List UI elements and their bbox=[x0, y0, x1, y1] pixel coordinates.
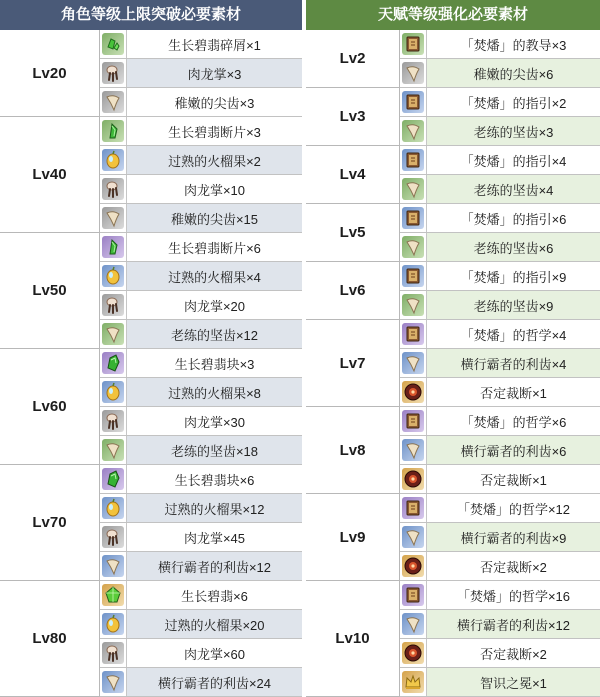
material-name: 生长碧翡断片×3 bbox=[168, 124, 261, 140]
material-name: 「焚燔」的哲学×6 bbox=[460, 414, 567, 430]
material-row bbox=[100, 552, 302, 581]
material-icon-cell bbox=[400, 117, 427, 145]
level-cell: Lv2 bbox=[306, 30, 400, 88]
talent-materials-panel bbox=[306, 0, 600, 697]
material-icon-cell bbox=[100, 117, 127, 145]
material-row bbox=[400, 436, 600, 465]
material-name: 「焚燔」的指引×9 bbox=[460, 269, 567, 285]
material-row bbox=[400, 291, 600, 320]
material-icon-cell bbox=[100, 204, 127, 232]
material-row bbox=[100, 581, 302, 610]
material-name: 横行霸者的利齿×12 bbox=[127, 552, 302, 580]
level-cell: Lv40 bbox=[0, 117, 100, 233]
material-icon-cell bbox=[100, 552, 127, 580]
material-icon-cell bbox=[100, 59, 127, 87]
material-icon-cell bbox=[400, 639, 427, 667]
tooth-icon bbox=[402, 439, 424, 461]
material-icon-cell bbox=[100, 291, 127, 319]
fruit-icon bbox=[102, 265, 124, 287]
tooth-icon bbox=[402, 178, 424, 200]
fruit-icon bbox=[102, 497, 124, 519]
material-name: 老练的坚齿×12 bbox=[127, 320, 302, 348]
material-icon-cell bbox=[100, 262, 127, 290]
material-row bbox=[100, 88, 302, 117]
material-row bbox=[400, 117, 600, 146]
material-icon-cell bbox=[400, 320, 427, 348]
tooth-icon bbox=[102, 555, 124, 577]
material-icon-cell bbox=[400, 88, 427, 116]
meat-claw-icon bbox=[102, 642, 124, 664]
material-row bbox=[400, 146, 600, 175]
material-row bbox=[100, 349, 302, 378]
tooth-icon bbox=[102, 671, 124, 693]
tooth-icon bbox=[402, 613, 424, 635]
material-name: 肉龙掌×60 bbox=[183, 646, 246, 662]
material-row bbox=[100, 59, 302, 88]
material-icon-cell bbox=[100, 320, 127, 348]
material-name: 老练的坚齿×6 bbox=[427, 233, 600, 261]
material-name: 稚嫩的尖齿×3 bbox=[174, 95, 255, 111]
material-name: 「焚燔」的哲学×16 bbox=[456, 588, 571, 604]
level-cell: Lv10 bbox=[306, 581, 400, 697]
material-row bbox=[100, 320, 302, 349]
material-icon-cell bbox=[100, 88, 127, 116]
material-icon-cell bbox=[100, 494, 127, 522]
material-name: 横行霸者的利齿×6 bbox=[427, 436, 600, 464]
meat-claw-icon bbox=[102, 178, 124, 200]
material-name: 稚嫩的尖齿×6 bbox=[427, 59, 600, 87]
level-cell: Lv9 bbox=[306, 494, 400, 581]
material-name: 肉龙掌×3 bbox=[127, 59, 302, 87]
material-row bbox=[100, 146, 302, 175]
tooth-icon bbox=[402, 236, 424, 258]
material-icon-cell bbox=[100, 581, 127, 609]
material-icon-cell bbox=[100, 639, 127, 667]
level-cell: Lv5 bbox=[306, 204, 400, 262]
material-row bbox=[400, 88, 600, 117]
meat-claw-icon bbox=[102, 62, 124, 84]
material-row bbox=[400, 320, 600, 349]
material-icon-cell bbox=[100, 175, 127, 203]
material-name: 过熟的火榴果×4 bbox=[127, 262, 302, 290]
material-row bbox=[400, 59, 600, 88]
material-name: 老练的坚齿×3 bbox=[427, 117, 600, 145]
material-name: 生长碧翡断片×6 bbox=[168, 240, 261, 256]
material-row bbox=[400, 204, 600, 233]
material-icon-cell bbox=[400, 204, 427, 232]
material-icon-cell bbox=[400, 465, 427, 493]
ascension-header: 角色等级上限突破必要素材 bbox=[0, 0, 302, 30]
fruit-icon bbox=[102, 149, 124, 171]
material-row bbox=[100, 494, 302, 523]
material-name: 否定裁断×1 bbox=[480, 385, 547, 401]
meat-claw-icon bbox=[102, 294, 124, 316]
material-row bbox=[400, 552, 600, 581]
material-icon-cell bbox=[100, 378, 127, 406]
jade-chunk-icon bbox=[102, 468, 124, 490]
material-icon-cell bbox=[400, 175, 427, 203]
material-row bbox=[400, 407, 600, 436]
weekly-boss-orb-icon bbox=[402, 468, 424, 490]
material-name: 过熟的火榴果×20 bbox=[127, 610, 302, 638]
material-row bbox=[100, 436, 302, 465]
material-name: 横行霸者的利齿×12 bbox=[427, 610, 600, 638]
book-icon bbox=[402, 149, 424, 171]
material-name: 生长碧翡×6 bbox=[181, 588, 248, 604]
level-cell: Lv70 bbox=[0, 465, 100, 581]
level-cell: Lv80 bbox=[0, 581, 100, 697]
level-cell: Lv4 bbox=[306, 146, 400, 204]
tooth-icon bbox=[402, 62, 424, 84]
material-row bbox=[100, 30, 302, 59]
book-icon bbox=[402, 207, 424, 229]
material-row bbox=[100, 117, 302, 146]
level-cell: Lv3 bbox=[306, 88, 400, 146]
material-name: 肉龙掌×20 bbox=[183, 298, 246, 314]
jade-chunk-icon bbox=[102, 352, 124, 374]
material-name: 肉龙掌×45 bbox=[183, 530, 246, 546]
material-name: 稚嫩的尖齿×15 bbox=[127, 204, 302, 232]
material-row bbox=[400, 349, 600, 378]
book-icon bbox=[402, 323, 424, 345]
material-row bbox=[400, 262, 600, 291]
weekly-boss-orb-icon bbox=[402, 381, 424, 403]
tooth-icon bbox=[402, 526, 424, 548]
material-icon-cell bbox=[400, 233, 427, 261]
level-cell: Lv60 bbox=[0, 349, 100, 465]
book-icon bbox=[402, 33, 424, 55]
material-name: 「焚燔」的指引×2 bbox=[460, 95, 567, 111]
material-icon-cell bbox=[400, 378, 427, 406]
crown-icon bbox=[402, 671, 424, 693]
material-icon-cell bbox=[100, 523, 127, 551]
tooth-icon bbox=[102, 91, 124, 113]
material-icon-cell bbox=[100, 668, 127, 696]
material-name: 老练的坚齿×4 bbox=[427, 175, 600, 203]
book-icon bbox=[402, 265, 424, 287]
material-name: 肉龙掌×10 bbox=[183, 182, 246, 198]
material-row bbox=[100, 610, 302, 639]
tooth-icon bbox=[402, 120, 424, 142]
level-cell: Lv6 bbox=[306, 262, 400, 320]
material-row bbox=[400, 668, 600, 697]
level-cell: Lv7 bbox=[306, 320, 400, 407]
tooth-icon bbox=[102, 207, 124, 229]
material-name: 横行霸者的利齿×4 bbox=[427, 349, 600, 377]
material-row bbox=[400, 610, 600, 639]
book-icon bbox=[402, 91, 424, 113]
book-icon bbox=[402, 497, 424, 519]
material-name: 「焚燔」的哲学×12 bbox=[456, 501, 571, 517]
book-icon bbox=[402, 584, 424, 606]
jade-gemstone-icon bbox=[102, 584, 124, 606]
material-row bbox=[100, 465, 302, 494]
material-icon-cell bbox=[100, 30, 127, 58]
material-row bbox=[100, 233, 302, 262]
material-row bbox=[400, 378, 600, 407]
material-name: 「焚燔」的哲学×4 bbox=[460, 327, 567, 343]
talent-header: 天赋等级强化必要素材 bbox=[306, 0, 600, 30]
level-cell: Lv50 bbox=[0, 233, 100, 349]
material-row bbox=[100, 262, 302, 291]
material-name: 否定裁断×2 bbox=[480, 559, 547, 575]
material-icon-cell bbox=[100, 610, 127, 638]
material-name: 生长碧翡块×6 bbox=[174, 472, 255, 488]
material-row bbox=[400, 465, 600, 494]
material-row bbox=[100, 204, 302, 233]
jade-sliver-icon bbox=[102, 33, 124, 55]
material-icon-cell bbox=[400, 610, 427, 638]
tooth-icon bbox=[402, 352, 424, 374]
material-row bbox=[400, 494, 600, 523]
material-name: 生长碧翡块×3 bbox=[174, 356, 255, 372]
material-name: 「焚燔」的教导×3 bbox=[460, 37, 567, 53]
material-icon-cell bbox=[400, 436, 427, 464]
material-icon-cell bbox=[100, 349, 127, 377]
material-row bbox=[100, 668, 302, 697]
level-cell: Lv20 bbox=[0, 30, 100, 117]
material-icon-cell bbox=[400, 349, 427, 377]
material-icon-cell bbox=[400, 146, 427, 174]
jade-fragment-icon bbox=[102, 236, 124, 258]
material-name: 横行霸者的利齿×24 bbox=[127, 668, 302, 696]
material-row bbox=[100, 407, 302, 436]
level-cell: Lv8 bbox=[306, 407, 400, 494]
material-icon-cell bbox=[400, 59, 427, 87]
material-icon-cell bbox=[400, 494, 427, 522]
material-name: 肉龙掌×30 bbox=[183, 414, 246, 430]
material-name: 智识之冕×1 bbox=[427, 668, 600, 696]
material-name: 否定裁断×1 bbox=[480, 472, 547, 488]
material-icon-cell bbox=[400, 581, 427, 609]
material-row bbox=[400, 233, 600, 262]
material-row bbox=[400, 581, 600, 610]
book-icon bbox=[402, 410, 424, 432]
material-row bbox=[400, 639, 600, 668]
material-icon-cell bbox=[400, 523, 427, 551]
material-name: 否定裁断×2 bbox=[480, 646, 547, 662]
meat-claw-icon bbox=[102, 526, 124, 548]
material-row bbox=[100, 291, 302, 320]
tooth-icon bbox=[102, 323, 124, 345]
material-icon-cell bbox=[400, 291, 427, 319]
material-icon-cell bbox=[100, 146, 127, 174]
material-name: 横行霸者的利齿×9 bbox=[427, 523, 600, 551]
tooth-icon bbox=[402, 294, 424, 316]
material-row bbox=[100, 175, 302, 204]
jade-fragment-icon bbox=[102, 120, 124, 142]
material-icon-cell bbox=[400, 262, 427, 290]
material-name: 老练的坚齿×9 bbox=[427, 291, 600, 319]
material-icon-cell bbox=[100, 233, 127, 261]
material-icon-cell bbox=[100, 436, 127, 464]
material-name: 老练的坚齿×18 bbox=[127, 436, 302, 464]
material-icon-cell bbox=[400, 407, 427, 435]
material-name: 「焚燔」的指引×6 bbox=[460, 211, 567, 227]
material-icon-cell bbox=[400, 552, 427, 580]
material-row bbox=[100, 523, 302, 552]
material-name: 过熟的火榴果×2 bbox=[127, 146, 302, 174]
material-name: 生长碧翡碎屑×1 bbox=[168, 37, 261, 53]
material-name: 「焚燔」的指引×4 bbox=[460, 153, 567, 169]
material-row bbox=[400, 523, 600, 552]
material-row bbox=[400, 175, 600, 204]
weekly-boss-orb-icon bbox=[402, 555, 424, 577]
material-row bbox=[400, 30, 600, 59]
material-icon-cell bbox=[100, 407, 127, 435]
material-row bbox=[100, 378, 302, 407]
weekly-boss-orb-icon bbox=[402, 642, 424, 664]
meat-claw-icon bbox=[102, 410, 124, 432]
material-icon-cell bbox=[100, 465, 127, 493]
material-icon-cell bbox=[400, 668, 427, 696]
tooth-icon bbox=[102, 439, 124, 461]
material-icon-cell bbox=[400, 30, 427, 58]
material-name: 过熟的火榴果×12 bbox=[127, 494, 302, 522]
fruit-icon bbox=[102, 613, 124, 635]
material-row bbox=[100, 639, 302, 668]
material-name: 过熟的火榴果×8 bbox=[127, 378, 302, 406]
fruit-icon bbox=[102, 381, 124, 403]
